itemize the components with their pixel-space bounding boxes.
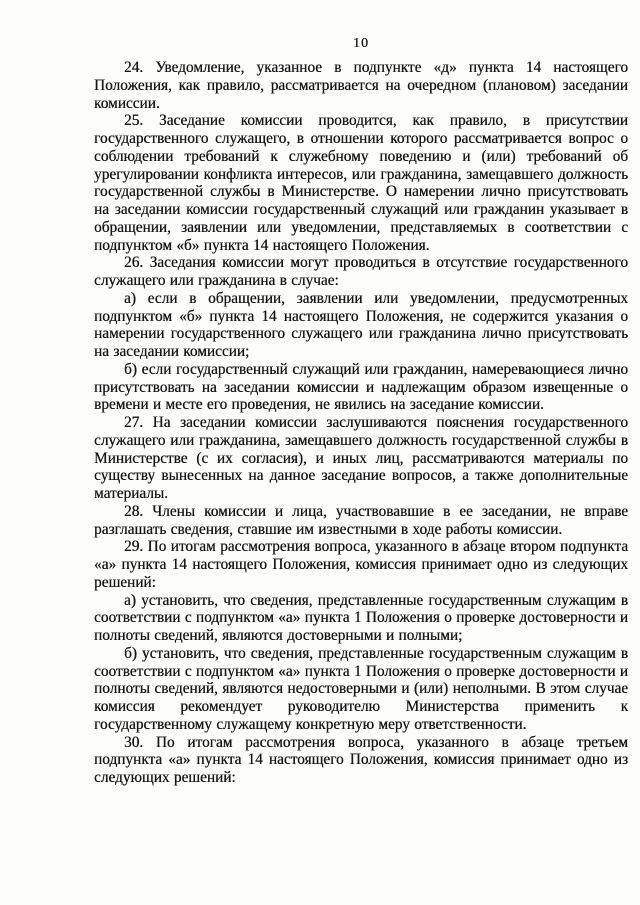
document-body [94,59,628,787]
paragraph-28: 28. Члены комиссии и лица, участвовавшие в ее заседании, не вправе разглашать сведения, ставшие им известными в ходе работы комиссии. [94,502,628,538]
paragraph-26: 26. Заседания комиссии могут проводиться в отсутствие государственного служащего или гражданина в случае: [94,254,628,289]
page-number: 10 [353,36,369,51]
paragraph-25: 25. Заседание комиссии проводится, как правило, в присутствии государственного служащего, в отношении которого рассматривается вопрос о соблюдении требований к служебному поведению и (или) требований об урегулировании конфликта интересов, или гражданина, замещавшего должность государственной службы в Министерстве. О намерении лично присутствовать на заседании комиссии государственный служащий или гражданин указывает в обращении, заявлении или уведомлении, представляемых в соответствии с подпунктом «б» пункта 14 настоящего Положения. [94,112,628,254]
paragraph-29: 29. По итогам рассмотрения вопроса, указанного в абзаце втором подпункта «а» пункта 14 настоящего Положения, комиссия принимает одно из следующих решений: [94,538,628,591]
paragraph-27: 27. На заседании комиссии заслушиваются пояснения государственного служащего или гражданина, замещавшего должность государственной службы в Министерстве (с их согласия), и иных лиц, рассматриваются материалы по существу вынесенных на данное заседание вопросов, а также дополнительные материалы. [94,414,628,502]
paragraph-30: 30. По итогам рассмотрения вопроса, указанного в абзаце третьем подпункта «а» пункта 14 настоящего Положения, комиссия принимает одно из следующих решений: [94,733,628,786]
paragraph-29-subitem-b: б) установить, что сведения, представленные государственным служащим в соответствии с подпунктом «а» пункта 1 Положения о проверке достоверности и полноты сведений, являются недостоверными и (или) неполными. В этом случае комиссия рекомендует руководителю Министерства применить к государственному служащему конкретную меру ответственности. [94,644,628,733]
paragraph-29-subitem-a: а) установить, что сведения, представленные государственным служащим в соответствии с подпунктом «а» пункта 1 Положения о проверке достоверности и полноты сведений, являются достоверными и полными; [94,591,628,644]
paragraph-24: 24. Уведомление, указанное в подпункте «д» пункта 14 настоящего Положения, как правило, рассматривается на очередном (плановом) заседании комиссии. [94,59,628,112]
paragraph-26-subitem-b: б) если государственный служащий или гражданин, намеревающиеся лично присутствовать на заседании комиссии и надлежащим образом извещенные о времени и месте его проведения, не явились на заседание комиссии. [94,360,628,414]
paragraph-26-subitem-a: а) если в обращении, заявлении или уведомлении, предусмотренных подпунктом «б» пункта 14 настоящего Положения, не содержится указания о намерении государственного служащего или гражданина лично присутствовать на заседании комиссии; [94,289,628,360]
